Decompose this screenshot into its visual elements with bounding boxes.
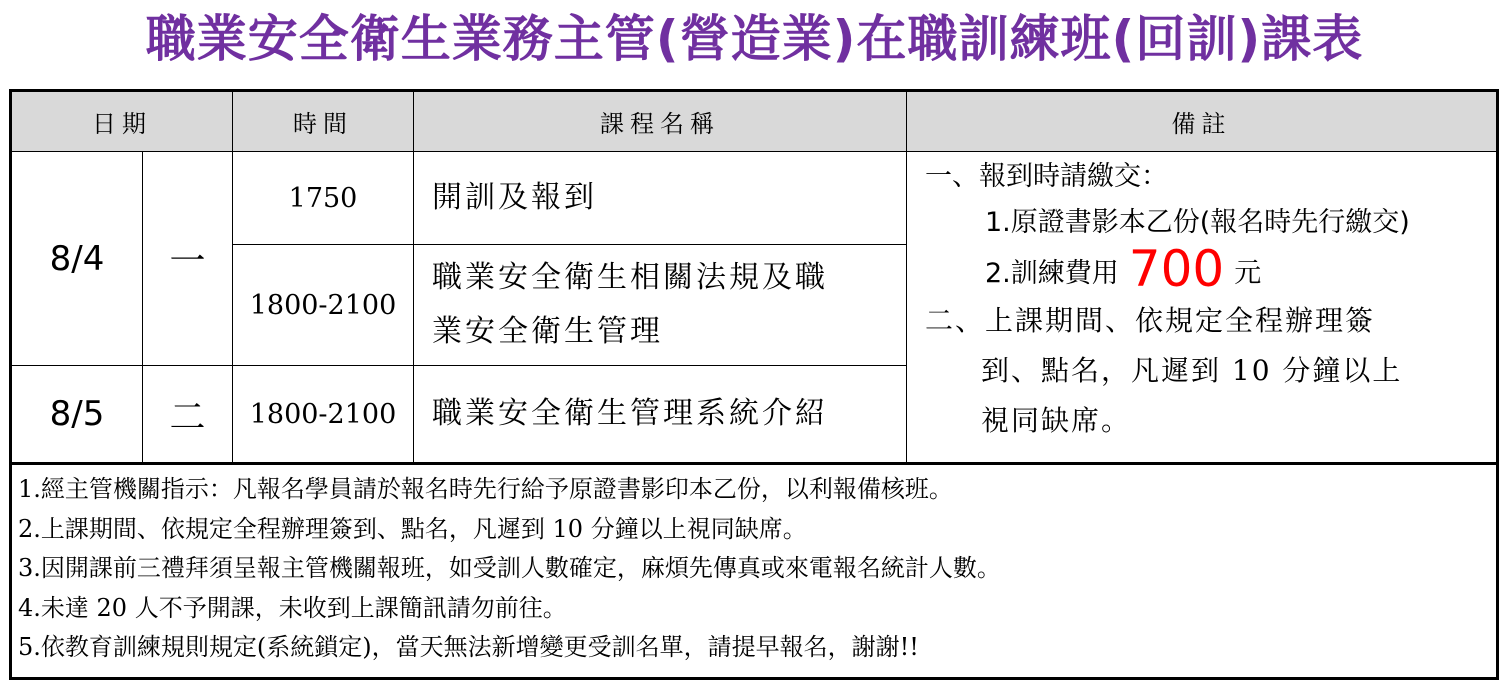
header-date: 日期 <box>92 110 152 138</box>
fee-label: 2.訓練費用 <box>985 258 1119 289</box>
fee-amount: 700 <box>1128 240 1225 298</box>
course-name: 職業安全衛生管理系統介紹 <box>432 396 828 431</box>
time-cell: 1800-2100 <box>249 398 397 430</box>
date-cell: 8/5 <box>49 394 105 434</box>
weekday-cell: 一 <box>169 241 206 282</box>
notes-section <box>18 470 1490 675</box>
course-name: 開訓及報到 <box>432 180 597 215</box>
remark-cell <box>907 154 1496 462</box>
course-name-line: 業安全衛生管理 <box>432 314 663 349</box>
time-cell: 1750 <box>288 182 358 214</box>
time-cell: 1800-2100 <box>249 289 397 321</box>
note-item: 2.上課期間、依規定全程辦理簽到、點名，凡遲到 10 分鐘以上視同缺席。 <box>18 514 807 543</box>
note-item: 1.經主管機關指示：凡報名學員請於報名時先行給予原證書影印本乙份，以利報備核班。 <box>18 475 953 503</box>
course-cell <box>414 366 906 462</box>
note-item: 5.依教育訓練規則規定(系統鎖定)，當天無法新增變更受訓名單，請提早報名，謝謝!! <box>18 633 919 661</box>
remark-line: 1.原證書影本乙份(報名時先行繳交) <box>985 207 1410 238</box>
fee-unit: 元 <box>1234 258 1262 289</box>
header-remark: 備註 <box>1171 110 1232 138</box>
remark-line: 一、報到時請繳交： <box>925 161 1168 192</box>
weekday-cell: 二 <box>169 396 206 438</box>
header-time: 時間 <box>293 110 353 138</box>
header-course: 課程名稱 <box>600 110 720 138</box>
remark-line: 視同缺席。 <box>981 404 1132 437</box>
page-title: 職業安全衛生業務主管(營造業)在職訓練班(回訓)課表 <box>145 10 1364 68</box>
schedule-table <box>9 89 1499 680</box>
note-item: 3.因開課前三禮拜須呈報主管機關報班，如受訓人數確定，麻煩先傳真或來電報名統計人數。 <box>18 554 1001 582</box>
remark-fee-line <box>925 240 1496 298</box>
note-item: 4.未達 20 人不予開課，未收到上課簡訊請勿前往。 <box>18 593 567 622</box>
course-cell <box>414 245 906 365</box>
remark-line: 到、點名，凡遲到 10 分鐘以上 <box>981 354 1403 387</box>
course-name-line: 職業安全衛生相關法規及職 <box>432 260 828 295</box>
course-cell <box>414 152 906 244</box>
grid-line <box>12 462 1496 465</box>
remark-line: 二、上課期間、依規定全程辦理簽 <box>925 304 1376 337</box>
date-cell: 8/4 <box>49 238 105 279</box>
